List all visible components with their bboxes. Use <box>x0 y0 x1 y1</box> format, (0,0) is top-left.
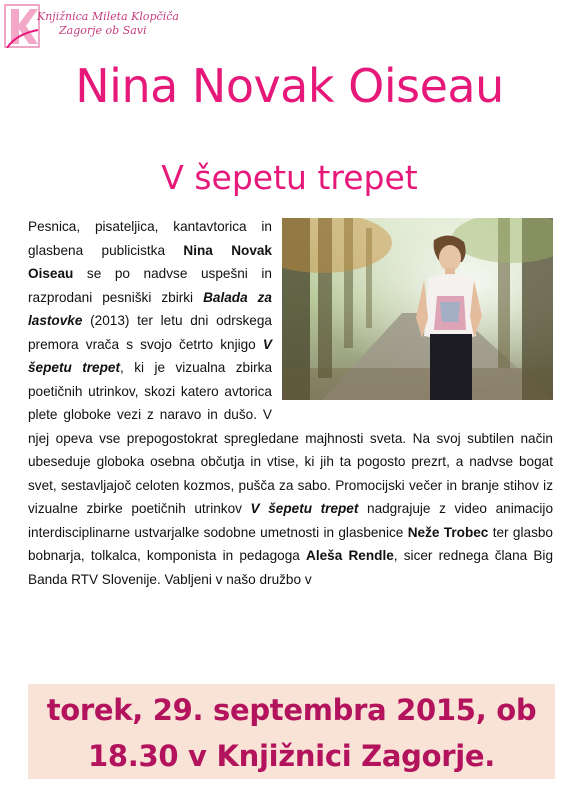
library-logo <box>4 4 179 50</box>
book-title-inline: V šepetu trepet <box>28 336 272 375</box>
library-name: Knjižnica Mileta Klopčiča <box>37 10 179 23</box>
text-segment: se po nadvse uspešni in razprodani pesniški zbirki <box>28 266 272 305</box>
musician-name-bold: Aleša Rendle <box>306 548 394 563</box>
event-banner <box>28 684 555 779</box>
library-location: Zagorje ob Savi <box>59 24 147 37</box>
announcement-text <box>28 215 553 591</box>
artist-name-bold: Neže Trobec <box>407 524 489 540</box>
event-time-place-line: 18.30 v Knjižnici Zagorje. <box>88 739 495 773</box>
book-title-heading: V šepetu trepet <box>161 158 418 197</box>
library-logo-mark-icon <box>4 4 40 48</box>
event-date-line: torek, 29. septembra 2015, ob <box>46 693 537 727</box>
book-title-inline: V šepetu trepet <box>250 501 359 516</box>
author-heading: Nina Novak Oiseau <box>75 59 504 113</box>
text-segment: , ki je vizualna zbirka poetičnih utrinkov, skozi katero avtorica plete globoke vezi z naravo in dušo. V njej opeva vse prepogostokrat spregledane majhnosti sveta. Na svoj subtilen način ubeseduje globoka osebna občutja in vtise, ki jih ta pogosto prezrt, a nadvse bogat svet, sestavljajoč celoten kozmos, pušča za sabo. Promocijski večer in branje stihov iz vizualne zbirke poetičnih utrinkov <box>28 360 553 516</box>
author-name-bold: Nina Novak Oiseau <box>28 242 272 281</box>
text-segment: (2013) ter letu dni odrskega premora vrača s svojo četrto knjigo <box>28 313 272 352</box>
text-segment: Pesnica, pisateljica, kantavtorica in glasbena publicistka <box>28 219 272 258</box>
author-photo <box>282 218 553 400</box>
text-segment: , sicer rednega člana Big Banda RTV Slovenije. Vabljeni v našo družbo v <box>28 548 554 587</box>
previous-book-title: Balada za lastovke <box>28 289 272 328</box>
text-segment: nadgrajuje z video animacijo interdisciplinarne ustvarjalke sodobne umetnosti in glasbenice <box>28 501 554 540</box>
text-segment: ter glasbo bobnarja, tolkalca, komponista in pedagoga <box>28 524 553 563</box>
library-logo-text <box>37 10 179 38</box>
